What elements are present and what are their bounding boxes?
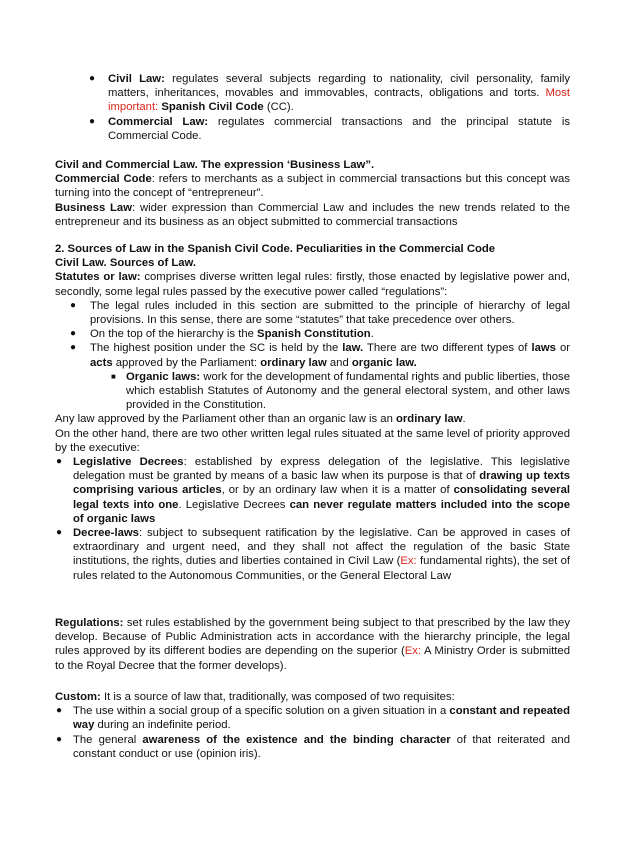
bullet-icon: ● — [56, 705, 63, 717]
list-item: ● Legislative Decrees: established by express delegation of the legislative. This legislative delegation must be granted by means of a basic law when its purpose is that of drawing up texts comprising various articles, or by an ordinary law when it is a matter of consolidating several legal texts into one. Legislative Decrees can never regulate matters included into the scope of organic laws — [56, 456, 570, 525]
square-bullet-icon: ■ — [111, 371, 116, 381]
custom-bullet-list — [55, 704, 570, 761]
list-item: ● The general awareness of the existence and the binding character of that reiterated and constant conduct or use (opinion iris). — [56, 733, 570, 760]
bullet-icon: ● — [56, 456, 63, 468]
paragraph: Regulations: set rules established by the government being subject to that prescribed by the law they develop. Because of Public Administration acts in accordance with the hierarchy principle, the legal rules approved by its different bodies are depending on the superior (Ex: A Ministry Order is submitted to the Royal Decree that the former develops). — [55, 617, 571, 672]
paragraph: On the other hand, there are two other written legal rules situated at the same level of priority approved by the executive: — [55, 427, 570, 454]
list-item: ● Civil Law: regulates several subjects regarding to nationality, civil personality, family matters, inheritances, movables and immovables, contracts, obligations and torts. Most important: Spanish Civil Code (CC). — [89, 73, 570, 114]
list-item: ● Decree-laws: subject to subsequent ratification by the legislative. Can be approved in cases of extraordinary and urgent need, and they shall not affect the regulation of the basic State institutions, the rights, duties and liberties contained in Civil Law (Ex: fundamental rights), the set of rules related to the Autonomous Communities, or the General Electoral Law — [56, 527, 570, 582]
paragraph: Any law approved by the Parliament other than an organic law is an ordinary law. — [55, 413, 466, 426]
bullet-icon: ● — [56, 733, 63, 745]
list-item: ● The highest position under the SC is held by the law. There are two different types of laws or acts approved by the Parliament: ordinary law and organic law. ■ Organic laws: work for the development of fundamental rights and public liberties, those which establish Statutes of Autonomy and the general electoral system, and other laws provided in the Constitution. — [70, 342, 570, 412]
decrees-bullet-list — [55, 455, 570, 583]
bullet-icon: ● — [89, 73, 96, 84]
list-item: ● Commercial Law: regulates commercial transactions and the principal statute is Commercial Code. — [89, 115, 570, 142]
sources-section — [55, 242, 570, 583]
list-item: ● The legal rules included in this section are submitted to the principle of hierarchy of legal provisions. In this sense, there are some “statutes” that take precedence over others. — [70, 299, 570, 327]
custom-section — [55, 690, 570, 761]
section-heading: Civil and Commercial Law. The expression ‘Business Law”. — [55, 159, 375, 171]
top-bullet-list — [89, 72, 570, 143]
paragraph: Commercial Code: refers to merchants as a subject in commercial transactions but this concept was turning into the concept of “entrepreneur”. — [55, 173, 570, 200]
organic-sub-list — [90, 370, 570, 413]
section-heading: 2. Sources of Law in the Spanish Civil Code. Peculiarities in the Commercial Code — [55, 243, 496, 255]
bullet-icon: ● — [70, 299, 77, 311]
list-item: ● On the top of the hierarchy is the Spanish Constitution. — [70, 328, 374, 341]
statutes-bullet-list — [55, 299, 570, 413]
bullet-icon: ● — [56, 527, 63, 539]
paragraph: Custom: It is a source of law that, traditionally, was composed of two requisites: — [55, 691, 455, 703]
section-subheading: Civil Law. Sources of Law. — [55, 257, 197, 270]
bullet-icon: ● — [70, 342, 77, 354]
paragraph: Statutes or law: comprises diverse written legal rules: firstly, those enacted by legislative power and, secondly, some legal rules passed by the executive power called “regulations”: — [55, 271, 570, 298]
paragraph: Business Law: wider expression than Commercial Law and includes the new trends related to the entrepreneur and its business as an object submitted to commercial transactions — [55, 201, 571, 228]
business-law-section — [55, 158, 570, 229]
regulations-section — [55, 616, 570, 673]
bullet-icon: ● — [70, 328, 77, 340]
bullet-icon: ● — [89, 115, 96, 127]
list-item: ■ Organic laws: work for the development of fundamental rights and public liberties, those which establish Statutes of Autonomy and the general electoral system, and other laws provided in the Constitution. — [111, 370, 570, 412]
list-item: ● The use within a social group of a specific solution on a given situation in a constant and repeated way during an indefinite period. — [56, 705, 570, 732]
